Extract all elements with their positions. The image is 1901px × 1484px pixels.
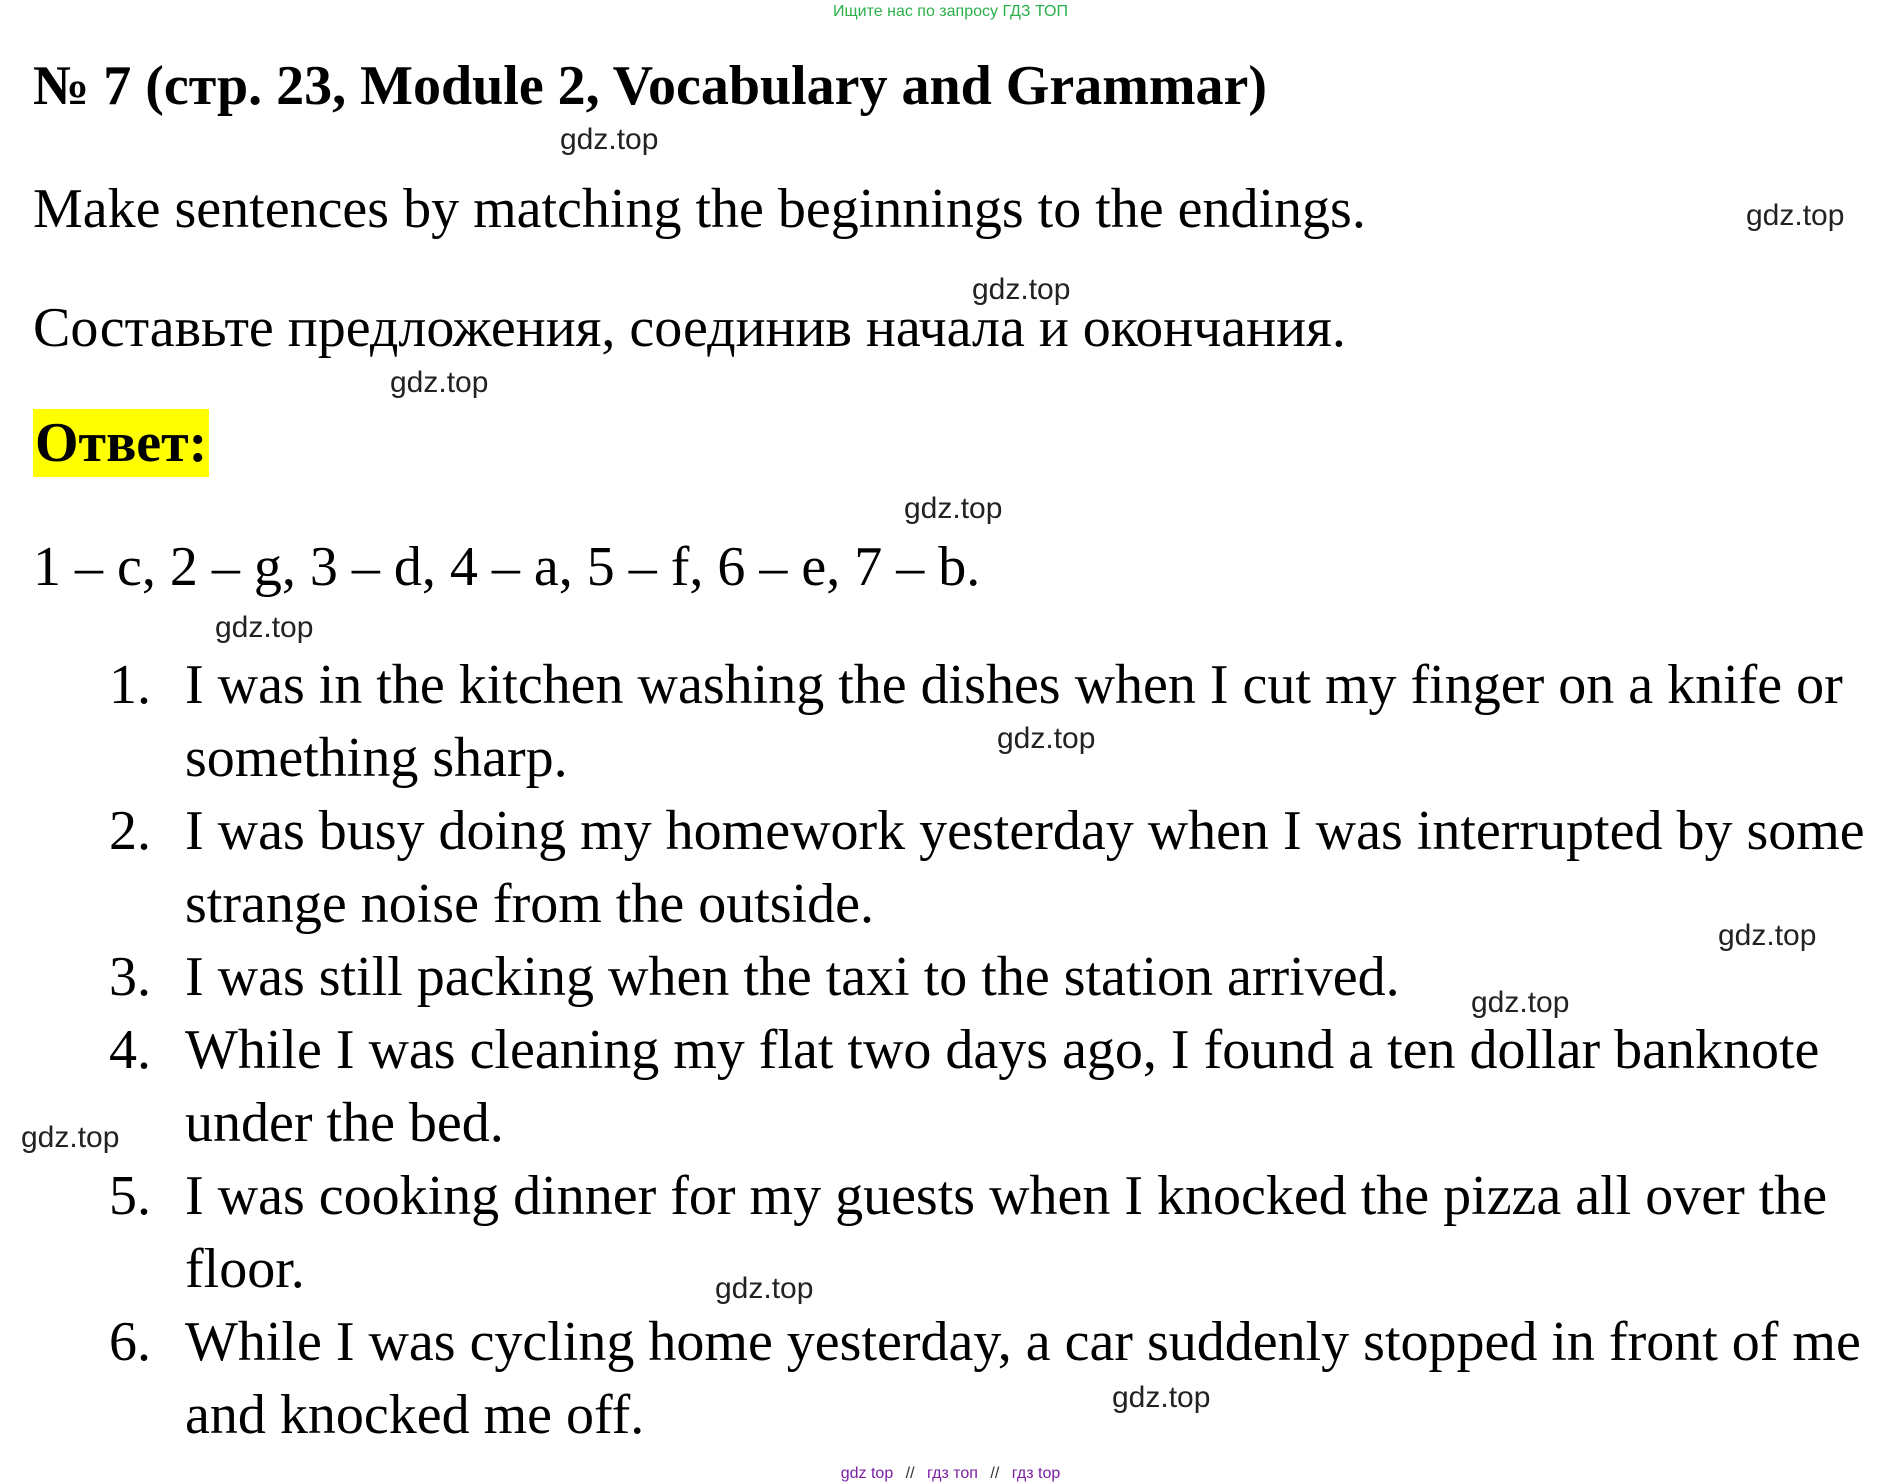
answer-number: 1. <box>109 654 151 716</box>
watermark: gdz.top <box>1471 986 1570 1019</box>
answer-text: I was cooking dinner for my guests when I knocked the pizza all over the floor. <box>185 1165 1828 1300</box>
top-banner-text[interactable]: Ищите нас по запросу ГДЗ ТОП <box>833 3 1068 20</box>
answer-number: 3. <box>109 946 151 1008</box>
instruction-english: Make sentences by matching the beginnings to the endings. <box>33 178 1366 240</box>
answer-item <box>109 1160 1889 1306</box>
bottom-separator: // <box>905 1465 915 1482</box>
answer-number: 2. <box>109 800 151 862</box>
watermark: gdz.top <box>1746 199 1845 232</box>
watermark: gdz.top <box>215 611 314 644</box>
watermark: gdz.top <box>904 492 1003 525</box>
answer-item <box>109 1014 1889 1160</box>
answer-number: 5. <box>109 1165 151 1227</box>
watermark: gdz.top <box>1112 1381 1211 1414</box>
page-title: № 7 (стр. 23, Module 2, Vocabulary and Grammar) <box>33 55 1268 117</box>
watermark: gdz.top <box>390 366 489 399</box>
watermark: gdz.top <box>1718 919 1817 952</box>
answer-text: I was busy doing my homework yesterday when I was interrupted by some strange noise from the outside. <box>185 800 1865 935</box>
watermark: gdz.top <box>21 1121 120 1154</box>
bottom-separator: // <box>990 1465 1000 1482</box>
answer-item <box>109 1306 1889 1452</box>
instruction-russian: Составьте предложения, соединив начала и окончания. <box>33 297 1346 359</box>
watermark: gdz.top <box>560 123 659 156</box>
bottom-link[interactable]: gdz top <box>840 1465 894 1482</box>
bottom-link[interactable]: гдз топ <box>927 1465 978 1482</box>
top-banner-link[interactable] <box>0 2 1901 22</box>
answer-text: I was in the kitchen washing the dishes when I cut my finger on a knife or something sharp. <box>185 654 1843 789</box>
answer-item <box>109 941 1889 1014</box>
answer-text: While I was cleaning my flat two days ago, I found a ten dollar banknote under the bed. <box>185 1019 1820 1154</box>
watermark: gdz.top <box>972 273 1071 306</box>
answer-label: Ответ: <box>33 409 209 477</box>
answer-number: 4. <box>109 1019 151 1081</box>
answer-key: 1 – c, 2 – g, 3 – d, 4 – a, 5 – f, 6 – e, 7 – b. <box>33 536 981 598</box>
bottom-link[interactable]: гдз top <box>1011 1465 1061 1482</box>
bottom-banner <box>0 1464 1901 1484</box>
answer-text: I was still packing when the taxi to the station arrived. <box>185 946 1400 1008</box>
answer-item <box>109 795 1889 941</box>
answer-text: While I was cycling home yesterday, a car suddenly stopped in front of me and knocked me off. <box>185 1311 1861 1446</box>
answer-number: 6. <box>109 1311 151 1373</box>
watermark: gdz.top <box>715 1272 814 1305</box>
watermark: gdz.top <box>997 722 1096 755</box>
answer-list <box>109 649 1889 1452</box>
